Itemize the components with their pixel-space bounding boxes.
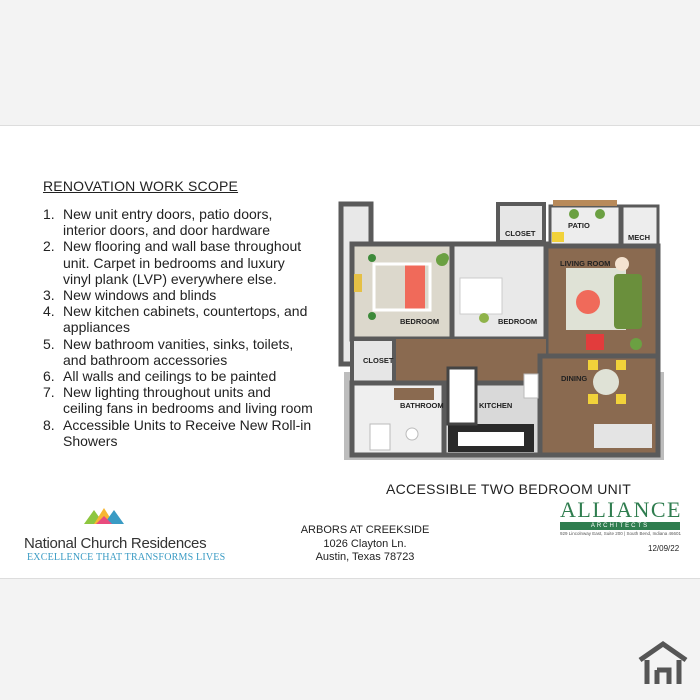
bed-1-spread: [405, 264, 425, 309]
project-name: ARBORS AT CREEKSIDE: [300, 524, 430, 536]
patio-fence: [553, 200, 617, 206]
scope-item-number: 2.: [43, 238, 55, 255]
bookshelf: [354, 274, 362, 292]
label-living-room: LIVING ROOM: [560, 259, 611, 268]
scope-item-text: New kitchen cabinets, countertops, and appliances: [63, 303, 308, 336]
plant-bed2: [439, 253, 449, 263]
dining-chair-4: [616, 394, 626, 404]
scope-item-number: 4.: [43, 303, 55, 320]
fridge: [524, 374, 538, 398]
coffee-table: [576, 290, 600, 314]
architect-logo: [560, 499, 680, 530]
scope-item: [43, 287, 313, 303]
dining-chair-2: [616, 360, 626, 370]
bath-floor-strip: [394, 388, 434, 400]
scope-item: [43, 384, 313, 416]
patio-plant-1: [569, 209, 579, 219]
client-name: National Church Residences: [24, 535, 207, 552]
project-address: [290, 524, 440, 565]
patio-plant-2: [595, 209, 605, 219]
project-street: 1026 Clayton Ln.: [323, 537, 407, 550]
architect-sub: ARCHITECTS: [560, 522, 680, 530]
project-city: Austin, Texas 78723: [315, 551, 415, 563]
home-outline-icon[interactable]: [636, 640, 690, 686]
scope-item: [43, 303, 313, 335]
label-closet-top: CLOSET: [505, 229, 536, 238]
shower: [370, 424, 390, 450]
label-patio: PATIO: [568, 221, 590, 230]
scope-item-text: New windows and blinds: [63, 287, 217, 304]
scope-item-text: Accessible Units to Receive New Roll-in Showers: [63, 416, 312, 449]
architect-name: ALLIANCE: [560, 497, 682, 522]
scope-item-number: 1.: [43, 206, 55, 222]
floor-plan: [338, 198, 668, 463]
plan-caption: ACCESSIBLE TWO BEDROOM UNIT: [386, 481, 632, 497]
label-closet-left: CLOSET: [363, 356, 394, 365]
client-logo: [24, 504, 226, 563]
scope-item-text: New unit entry doors, patio doors, interior doors, and door hardware: [63, 206, 273, 239]
dining-bench: [594, 424, 652, 448]
scope-item-text: New lighting throughout units and ceiling fans in bedrooms and living room: [63, 384, 313, 417]
scope-item-text: New bathroom vanities, sinks, toilets, and bathroom accessories: [63, 335, 294, 368]
scope-item-number: 5.: [43, 335, 55, 352]
sofa: [614, 274, 642, 329]
living-lamp: [615, 257, 629, 271]
renovation-sheet: [0, 125, 700, 579]
armchair-red: [586, 334, 604, 350]
label-bathroom: BATHROOM: [400, 401, 444, 410]
scope-item: [43, 417, 313, 449]
sheet-date: 12/09/22: [648, 544, 680, 553]
label-dining: DINING: [561, 374, 588, 383]
scope-item-number: 6.: [43, 368, 55, 385]
scope-item-text: New flooring and wall base throughout unit. Carpet in bedrooms and luxury vinyl plank (LVP) everywhere else.: [63, 238, 302, 287]
scope-item-number: 8.: [43, 416, 55, 433]
label-bedroom-1: BEDROOM: [400, 317, 440, 326]
architect-address: 929 Lincolnway East, Suite 200 | South Bend, Indiana 46601: [560, 531, 682, 536]
label-mech: MECH: [628, 233, 651, 242]
dining-table: [593, 369, 619, 395]
patio-chair: [552, 232, 564, 242]
client-logo-mark: [24, 504, 199, 528]
chair-bed2: [479, 313, 489, 323]
client-tagline: EXCELLENCE THAT TRANSFORMS LIVES: [27, 552, 226, 563]
scope-list: [43, 206, 313, 449]
scope-item: [43, 336, 313, 368]
scope-item-text: All walls and ceilings to be painted: [63, 368, 277, 385]
scope-item: [43, 206, 313, 238]
scope-item-number: 7.: [43, 384, 55, 401]
scope-item-number: 3.: [43, 287, 55, 304]
scope-item: [43, 238, 313, 287]
scope-title: RENOVATION WORK SCOPE: [43, 178, 239, 194]
toilet: [406, 428, 418, 440]
bed-2: [460, 278, 502, 314]
kitchen-countertop: [458, 432, 524, 446]
kitchen-island: [448, 368, 476, 424]
label-kitchen: KITCHEN: [479, 401, 513, 410]
label-bedroom-2: BEDROOM: [498, 317, 538, 326]
dining-chair-3: [588, 394, 598, 404]
living-plant: [630, 338, 642, 350]
scope-item: [43, 368, 313, 384]
lamp-2: [368, 312, 376, 320]
lamp-1: [368, 254, 376, 262]
dining-chair-1: [588, 360, 598, 370]
